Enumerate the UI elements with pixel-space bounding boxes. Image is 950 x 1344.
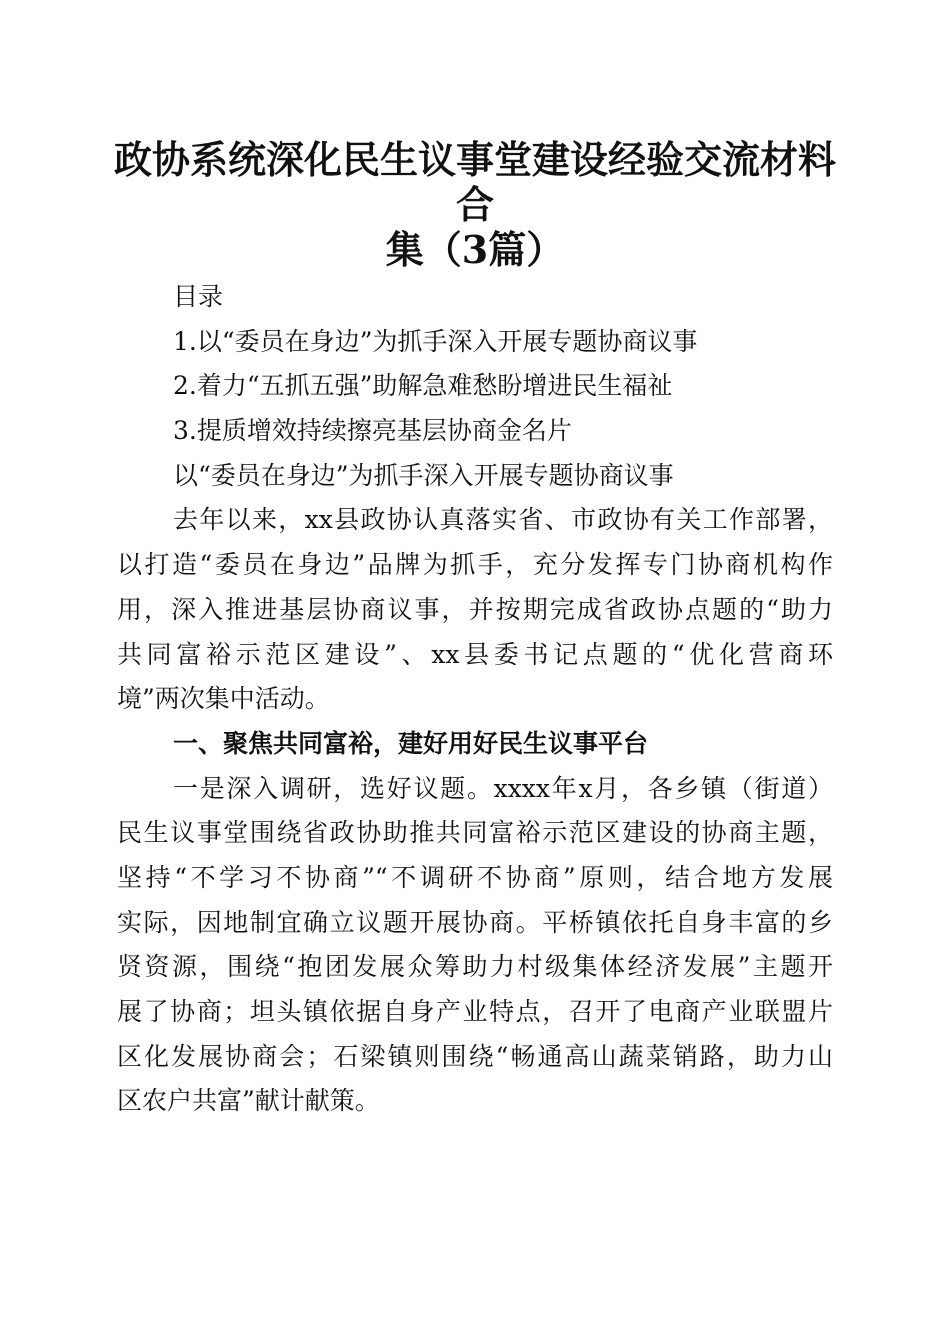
document-body — [117, 275, 833, 1124]
toc-item: 1.以“委员在身边”为抓手深入开展专题协商议事 — [173, 326, 698, 356]
title-line: 政协系统深化民生议事堂建设经验交流材料合 — [113, 137, 836, 227]
text-line: 用，深入推进基层协商议事，并按期完成省政协点题的“助力 — [117, 594, 833, 624]
text-line: 坚持“不学习不协商”“不调研不协商”原则，结合地方发展 — [117, 862, 833, 892]
text-line: 实际，因地制宜确立议题开展协商。平桥镇依托自身丰富的乡 — [117, 907, 833, 937]
intro-paragraph — [117, 498, 833, 721]
text-line: 共同富裕示范区建设”、xx县委书记点题的“优化营商环 — [117, 639, 833, 669]
toc-item: 3.提质增效持续擦亮基层协商金名片 — [173, 416, 572, 446]
document-title — [110, 137, 840, 272]
text-line: 以打造“委员在身边”品牌为抓手，充分发挥专门协商机构作 — [117, 550, 833, 580]
text-line: 贤资源，围绕“抱团发展众筹助力村级集体经济发展”主题开 — [117, 952, 833, 982]
body-paragraph — [117, 767, 833, 1125]
text-line: 去年以来，xx县政协认真落实省、市政协有关工作部署， — [173, 505, 833, 535]
toc-item: 2.着力“五抓五强”助解急难愁盼增进民生福祉 — [173, 371, 673, 401]
text-line: 展了协商；坦头镇依据自身产业特点，召开了电商产业联盟片 — [117, 997, 833, 1026]
section-heading: 一、聚焦共同富裕，建好用好民生议事平台 — [173, 728, 649, 758]
title-line: 集（3篇） — [385, 227, 565, 272]
article-title: 以“委员在身边”为抓手深入开展专题协商议事 — [173, 460, 674, 490]
toc-heading: 目录 — [173, 282, 224, 311]
text-line: 一是深入调研，选好议题。xxxx年x月，各乡镇（街道） — [173, 773, 833, 803]
text-line: 区化发展协商会；石梁镇则围绕“畅通高山蔬菜销路，助力山 — [117, 1041, 833, 1071]
text-line: 民生议事堂围绕省政协助推共同富裕示范区建设的协商主题， — [117, 818, 833, 848]
text-line: 境”两次集中活动。 — [117, 684, 330, 714]
text-line: 区农户共富”献计献策。 — [117, 1086, 380, 1116]
